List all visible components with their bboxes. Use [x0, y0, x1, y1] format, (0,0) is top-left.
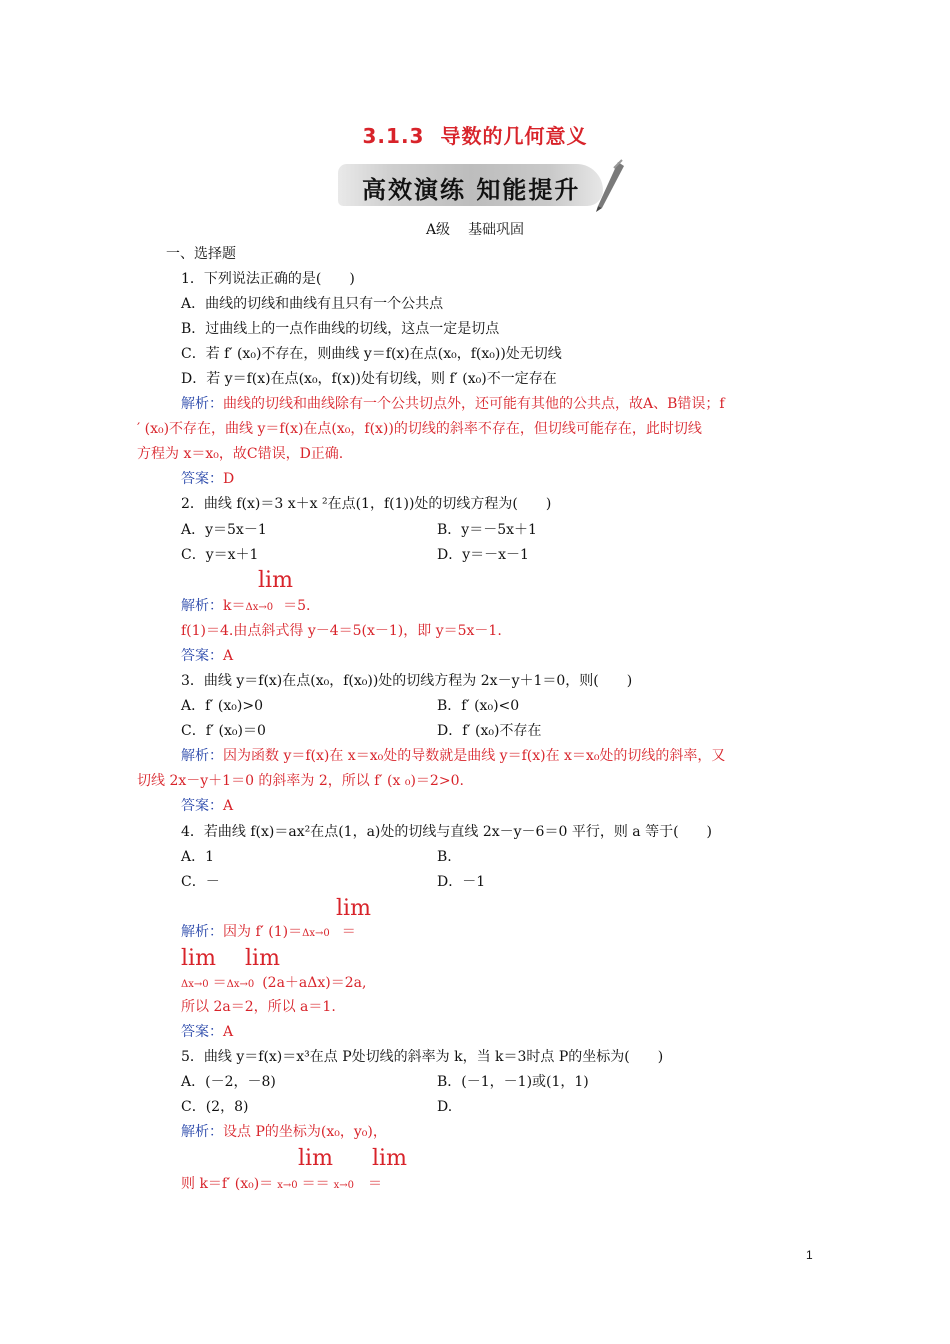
q5-analysis-text-1: 设点 P的坐标为(x₀，y₀)， [223, 1124, 387, 1140]
q2-answer [181, 646, 233, 666]
q1-option-c: C．若 f′ (x₀)不存在，则曲线 y＝f(x)在点(x₀，f(x₀))处无切线 [181, 346, 562, 362]
q1-option-d: D．若 y＝f(x)在点(x₀，f(x))处有切线，则 f′ (x₀)不一定存在 [181, 371, 557, 387]
q4-analysis-line-3: 所以 2a＝2，所以 a＝1. [181, 999, 336, 1015]
q1-analysis-line-3: 方程为 x＝x₀，故C错误，D正确. [137, 446, 344, 462]
level-grade: A级 [425, 222, 451, 238]
q1-analysis-line-1 [181, 394, 725, 414]
q4-option-d: D．－1 [437, 874, 486, 890]
banner-text: 高效演练 知能提升 [362, 176, 581, 204]
q3-analysis-line-1 [181, 746, 725, 766]
q5-option-a: A．(－2，－8) [181, 1074, 276, 1090]
q2-lim-symbol: lim [258, 568, 293, 593]
analysis-label: 解析： [181, 396, 223, 412]
q5-analysis-text-2a: 则 k＝f′ (x₀)＝ [181, 1176, 274, 1192]
q2-option-c: C．y＝x＋1 [181, 547, 259, 563]
q4-option-a: A．1 [181, 849, 215, 865]
q1-answer-value: D [223, 471, 235, 487]
q5-option-b: B．(－1，－1)或(1，1) [437, 1074, 589, 1090]
q4-answer [181, 1022, 233, 1042]
q2-option-a: A．y＝5x－1 [181, 522, 267, 538]
analysis-label: 解析： [181, 748, 223, 764]
q5-analysis-text-2b: ＝＝ [301, 1176, 330, 1192]
q4-analysis-line-2 [181, 973, 366, 995]
q5-lim-subscript-2: x→0 [333, 1180, 354, 1191]
q1-analysis-line-2: ′ (x₀)不存在，曲线 y＝f(x)在点(x₀，f(x))的切线的斜率不存在，但切线可能存在，此时切线 [137, 421, 702, 437]
q4-analysis-text-1: 因为 f′ (1)＝ [223, 924, 303, 940]
q1-option-b: B．过曲线上的一点作曲线的切线，这点一定是切点 [181, 321, 500, 337]
q5-analysis-text-2c: ＝ [367, 1176, 382, 1192]
q5-analysis-line-2 [181, 1174, 382, 1196]
q4-analysis-text-2a: ＝ [212, 975, 227, 991]
q1-answer [181, 469, 234, 489]
q2-answer-value: A [223, 648, 234, 664]
q1-analysis-text-1: 曲线的切线和曲线除有一个公共切点外，还可能有其他的公共点，故A、B错误；f [223, 396, 725, 412]
q3-option-b: B．f′ (x₀)<0 [437, 698, 520, 714]
q4-answer-value: A [223, 1024, 234, 1040]
q2-stem: 2．曲线 f(x)＝3 x＋x ²在点(1，f(1))处的切线方程为( ) [181, 496, 552, 512]
q4-lim-symbol-2: lim [181, 946, 216, 971]
q5-lim-symbol-1: lim [298, 1146, 333, 1171]
q2-analysis-text-1: k＝ [223, 598, 246, 614]
answer-label: 答案： [181, 471, 223, 487]
q3-answer [181, 796, 233, 816]
section-number: 3.1.3 [362, 124, 425, 148]
q5-analysis-line-1 [181, 1122, 387, 1142]
analysis-label: 解析： [181, 1124, 223, 1140]
q2-analysis-text-1b: ＝5. [283, 598, 311, 614]
section-heading: 一、选择题 [166, 246, 236, 262]
q2-analysis-line-2: f(1)＝4.由点斜式得 y－4＝5(x－1)，即 y＝5x－1. [181, 623, 502, 639]
q1-option-a: A．曲线的切线和曲线有且只有一个公共点 [181, 296, 444, 312]
q5-option-c: C．(2，8) [181, 1099, 249, 1115]
q2-option-d: D．y＝－x－1 [437, 547, 529, 563]
q4-lim-subscript-3: Δx→0 [226, 979, 255, 990]
q4-lim-symbol-1: lim [336, 896, 371, 921]
answer-label: 答案： [181, 798, 223, 814]
answer-label: 答案： [181, 1024, 223, 1040]
q4-analysis-text-1b: ＝ [341, 924, 356, 940]
q5-lim-symbol-2: lim [372, 1146, 407, 1171]
answer-label: 答案： [181, 648, 223, 664]
q2-option-b: B．y＝－5x＋1 [437, 522, 537, 538]
q1-stem: 1．下列说法正确的是( ) [181, 271, 355, 287]
q5-option-d: D. [437, 1099, 453, 1115]
q3-analysis-line-2: 切线 2x－y＋1＝0 的斜率为 2，所以 f′ (x ₀)＝2>0. [137, 773, 464, 789]
page-number: 1 [806, 1248, 813, 1262]
q4-analysis-text-2b: (2a＋aΔx)＝2a, [262, 975, 367, 991]
q4-lim-subscript-1: Δx→0 [302, 928, 330, 939]
q4-option-b: B. [437, 849, 452, 865]
q3-stem: 3．曲线 y＝f(x)在点(x₀，f(x₀))处的切线方程为 2x－y＋1＝0，则( ) [181, 673, 633, 689]
q4-analysis-line-1 [181, 922, 356, 944]
q3-analysis-text-1: 因为函数 y＝f(x)在 x＝x₀处的导数就是曲线 y＝f(x)在 x＝x₀处的切线的斜率，又 [223, 748, 726, 764]
q4-lim-subscript-2: Δx→0 [181, 979, 209, 990]
level-name: 基础巩固 [468, 222, 525, 238]
q4-lim-symbol-3: lim [245, 946, 280, 971]
banner [338, 158, 628, 212]
q3-option-d: D．f′ (x₀)不存在 [437, 723, 542, 739]
q2-analysis-line-1 [181, 596, 310, 618]
analysis-label: 解析： [181, 598, 223, 614]
q3-option-c: C．f′ (x₀)＝0 [181, 723, 266, 739]
q3-option-a: A．f′ (x₀)>0 [181, 698, 263, 714]
section-title: 导数的几何意义 [440, 124, 588, 148]
q2-lim-subscript: Δx→0 [245, 602, 274, 613]
q5-stem: 5．曲线 y＝f(x)＝x³在点 P处切线的斜率为 k，当 k＝3时点 P的坐标为( ) [181, 1049, 664, 1065]
q5-lim-subscript-1: x→0 [277, 1180, 298, 1191]
q4-stem: 4．若曲线 f(x)＝ax²在点(1，a)处的切线与直线 2x－y－6＝0 平行，则 a 等于( ) [181, 824, 712, 840]
q4-option-c: C．－ [181, 874, 220, 890]
level-heading [0, 219, 950, 239]
analysis-label: 解析： [181, 924, 223, 940]
page-title [0, 120, 950, 149]
q3-answer-value: A [223, 798, 234, 814]
brush-pen-icon [588, 158, 628, 212]
